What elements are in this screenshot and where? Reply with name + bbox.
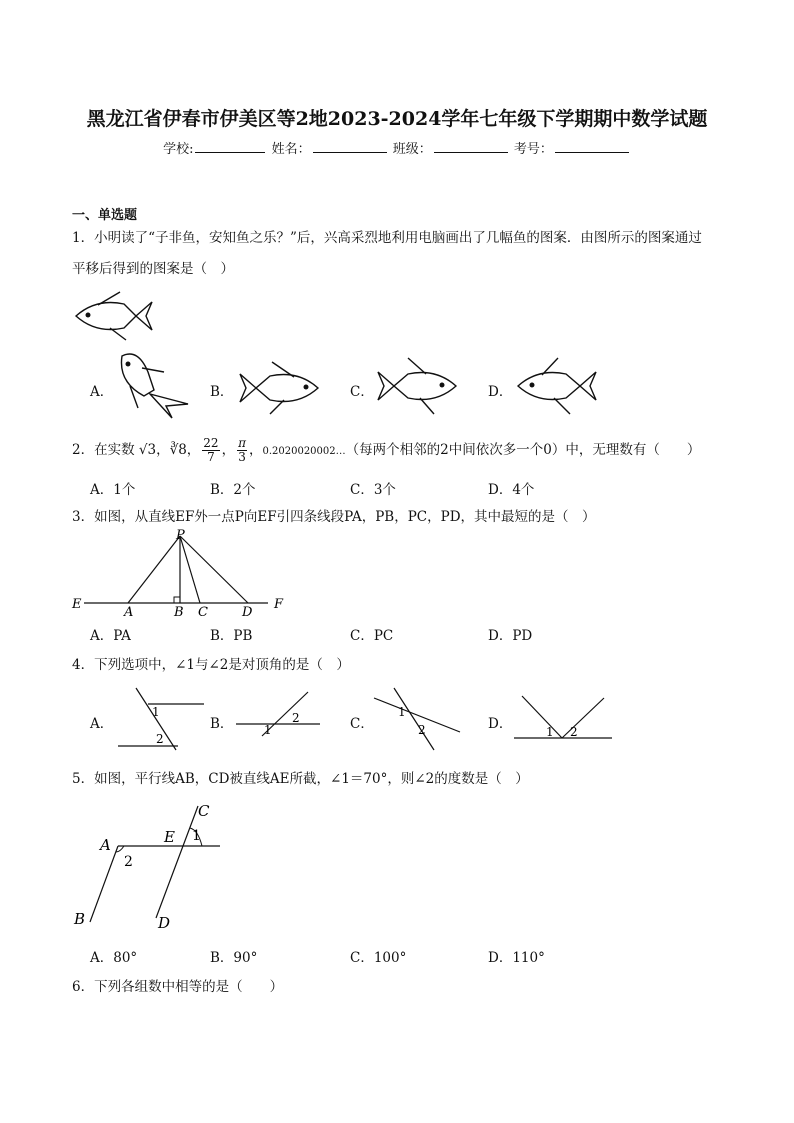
q4-option-d-figure[interactable] (512, 694, 614, 744)
q2-option-a[interactable]: A．1个 (90, 482, 136, 498)
q1-option-a-fish-figure[interactable] (114, 350, 194, 422)
svg-text:1: 1 (264, 723, 272, 737)
q3-label-d: D (242, 605, 253, 620)
q2-stem: 2．在实数 √3，∛8， $\frac{22}{7}$ ， $\frac{\pi}{3}$ ，0.2020020002…（每两个相邻的2中间依次多一个0）中，无理数有（ ） (72, 436, 701, 464)
q1-option-d-fish-figure[interactable] (514, 358, 600, 416)
q5-option-c[interactable]: C．100° (350, 950, 407, 966)
q5-label-e: E (164, 828, 175, 846)
q3-stem: 3．如图，从直线EF外一点P向EF引四条线段PA，PB，PC，PD，其中最短的是（ ） (72, 509, 596, 525)
svg-text:2: 2 (292, 711, 300, 725)
q3-label-b: B (174, 605, 184, 620)
page-title: 黑龙江省伊春市伊美区等2地2023-2024学年七年级下学期期中数学试题 (86, 108, 708, 130)
q2-option-c[interactable]: C．3个 (350, 482, 396, 498)
q1-original-fish-figure (74, 290, 156, 342)
q3-option-d[interactable]: D．PD (488, 628, 533, 644)
q5-figure (72, 798, 232, 932)
class-label: 班级： (392, 142, 432, 157)
q5-label-c: C (198, 802, 210, 820)
svg-text:1: 1 (152, 705, 160, 719)
q1-line2: 平移后得到的图案是（ ） (72, 261, 234, 277)
student-info-line (0, 138, 794, 157)
svg-text:2: 2 (156, 732, 164, 746)
q5-label-angle-1: 1 (192, 828, 201, 844)
q1-option-a[interactable]: A． (90, 384, 114, 400)
name-blank[interactable] (313, 139, 387, 153)
q1-option-b-fish-figure[interactable] (236, 360, 322, 416)
svg-text:1: 1 (546, 725, 554, 739)
svg-text:1: 1 (398, 705, 406, 719)
q1-line1: 1．小明读了“子非鱼，安知鱼之乐？”后，兴高采烈地利用电脑画出了几幅鱼的图案．由图所示的图案通过 (72, 230, 702, 246)
q3-option-c[interactable]: C．PC (350, 628, 394, 644)
q3-option-b[interactable]: B．PB (210, 628, 253, 644)
q5-option-b[interactable]: B．90° (210, 950, 258, 966)
q2-prefix: 2．在实数 (72, 442, 135, 458)
q2-decimal: 0.2020020002… (262, 446, 346, 457)
q1-option-d[interactable]: D． (488, 384, 513, 400)
q5-label-d: D (158, 914, 171, 932)
q6-stem: 6．下列各组数中相等的是（ ） (72, 979, 284, 995)
q2-suffix: （每两个相邻的2中间依次多一个0）中，无理数有（ ） (345, 442, 701, 458)
q3-label-f: F (274, 597, 284, 612)
q5-stem: 5．如图，平行线AB，CD被直线AE所截，∠1＝70°，则∠2的度数是（ ） (72, 771, 529, 787)
q2-sqrt3: √3 (138, 442, 157, 458)
q4-option-c-figure[interactable] (372, 686, 464, 752)
q1-option-c-fish-figure[interactable] (374, 358, 460, 416)
q3-label-p: P (176, 528, 185, 543)
q2-fraction-22-7: $\frac{22}{7}$ (203, 436, 219, 464)
q5-option-a[interactable]: A．80° (90, 950, 138, 966)
q2-option-d[interactable]: D．4个 (488, 482, 535, 498)
school-blank[interactable] (195, 139, 265, 153)
q4-option-b[interactable]: B． (210, 716, 234, 732)
q4-stem: 4．下列选项中，∠1与∠2是对顶角的是（ ） (72, 657, 350, 673)
q2-option-b[interactable]: B．2个 (210, 482, 256, 498)
school-label: 学校: (163, 142, 194, 157)
q3-option-a[interactable]: A．PA (90, 628, 131, 644)
q4-option-d[interactable]: D． (488, 716, 513, 732)
q3-label-e: E (72, 597, 82, 612)
q3-label-c: C (198, 605, 208, 620)
q5-label-a: A (100, 836, 111, 854)
q5-label-angle-2: 2 (124, 854, 133, 870)
q4-option-c[interactable]: C． (350, 716, 374, 732)
q3-figure (70, 528, 290, 620)
exam-no-blank[interactable] (555, 139, 629, 153)
q2-fraction-pi-3: $\frac{\pi}{3}$ (238, 436, 246, 464)
q1-option-c[interactable]: C． (350, 384, 374, 400)
q5-option-d[interactable]: D．110° (488, 950, 545, 966)
q4-option-b-figure[interactable] (234, 688, 324, 748)
svg-text:2: 2 (418, 723, 426, 737)
section-title: 一、单选题 (72, 208, 138, 223)
name-label: 姓名： (271, 142, 311, 157)
q3-label-a: A (124, 605, 134, 620)
q4-option-a-figure[interactable] (114, 686, 210, 752)
q1-option-b[interactable]: B． (210, 384, 234, 400)
exam-no-label: 考号： (513, 142, 553, 157)
class-blank[interactable] (434, 139, 508, 153)
q4-option-a[interactable]: A． (90, 716, 114, 732)
q5-label-b: B (74, 910, 86, 928)
svg-text:2: 2 (570, 725, 578, 739)
q2-cbrt8: ∛8 (169, 442, 187, 458)
